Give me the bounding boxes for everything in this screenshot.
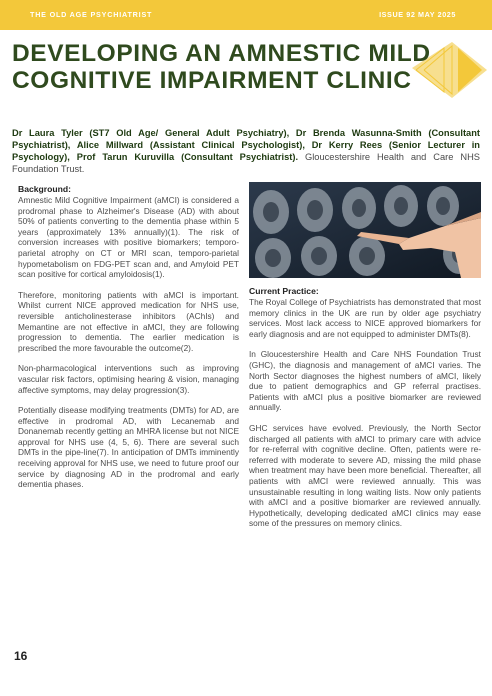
practice-paragraph: In Gloucestershire Health and Care NHS Foundation Trust (GHC), the diagnosis and management of aMCI varies. The North Sector diagnoses the highest numbers of aMCI, likely due to patient demographics and GP referral practises. Patients with aMCI plus a positive biomarker are reviewed annually.: [249, 349, 481, 413]
magazine-name: THE OLD AGE PSYCHIATRIST: [30, 10, 153, 19]
background-paragraph: Non-pharmacological interventions such as improving vascular risk factors, optimising hearing & vision, managing affective symptoms, may delay progression(3).: [18, 363, 239, 395]
current-practice-heading: Current Practice:: [249, 286, 319, 296]
left-column: [18, 184, 239, 500]
author-block: [12, 127, 480, 175]
background-paragraph: Therefore, monitoring patients with aMCI is important. Whilst current NICE approved medication for NHS use, reversible anticholinesterase inhibitors (AChIs) and Memantine are not effective in aMCI, they are following progression to dementia. The earlier medication is prescribed the more favourable the outcome(2).: [18, 289, 239, 353]
right-column: [249, 286, 481, 539]
issue-label: ISSUE 92 MAY 2025: [379, 10, 456, 19]
brain-scan-illustration-icon: [249, 182, 481, 278]
background-paragraph: Amnestic Mild Cognitive Impairment (aMCI) is considered a prodromal phase to Alzheimer's Disease (AD) with about 50% of patients converting to the dementia phase within 5 years (approximately 13% annually)(1). The risk of conversion increases with positive biomarkers; temporo-parietal atrophy on CT or MRI scan, temporo-parietal hypometabolism on FDG-PET scan and, and Amyloid PET scan positive for cortical amyloidosis(1).: [18, 195, 239, 280]
author-list: Dr Laura Tyler (ST7 Old Age/ General Adult Psychiatry), Dr Brenda Wasunna-Smith (Consultant Psychiatrist), Alice Millward (Assistant Clinical Psychologist), Dr Kerry Rees (Senior Lecturer in Psychology), Prof Tarun Kuruvilla (Consultant Psychiatrist).: [12, 128, 480, 162]
mri-scan-photo: [249, 182, 481, 278]
practice-paragraph: GHC services have evolved. Previously, the North Sector discharged all patients with aMCI to primary care with advice for re-referral with cognitive decline. Often, patients were re-referred with moderate to severe AD, missing the mild phase when treatment may have been more beneficial. Thereafter, all patients with aMCI were reviewed annually. This was unsustainable resulting in long waiting lists. Now only patients with aMCI and a positive biomarker are reviewed annually. Hypothetically, developing dedicated aMCI clinics may ease some of the pressures on memory clinics.: [249, 422, 481, 529]
practice-paragraph: The Royal College of Psychiatrists has demonstrated that most memory clinics in the UK are run by older age psychiatry services. Most lack access to NICE approved biomarkers for early diagnosis and are not equipped to administer DMTs(8).: [249, 297, 481, 339]
page-number: 16: [14, 649, 28, 663]
affiliation: Gloucestershire Health and Care NHS Foundation Trust.: [12, 152, 480, 174]
header-bar: [0, 0, 492, 30]
background-heading: Background:: [18, 184, 71, 194]
article-title: DEVELOPING AN AMNESTIC MILD COGNITIVE IMPAIRMENT CLINIC: [12, 40, 431, 94]
background-paragraph: Potentially disease modifying treatments (DMTs) for AD, are effective in prodromal AD, with Lecanemab and Donanemab recently getting an MHRA license but not NICE approval for NHS use (4, 5, 6). There are several such DMTs in the pipe-line(7). In anticipation of DMTs imminently receiving approval for NHS use, we need to future proof our service by diagnosing AD in the prodromal and early dementia phases.: [18, 405, 239, 490]
